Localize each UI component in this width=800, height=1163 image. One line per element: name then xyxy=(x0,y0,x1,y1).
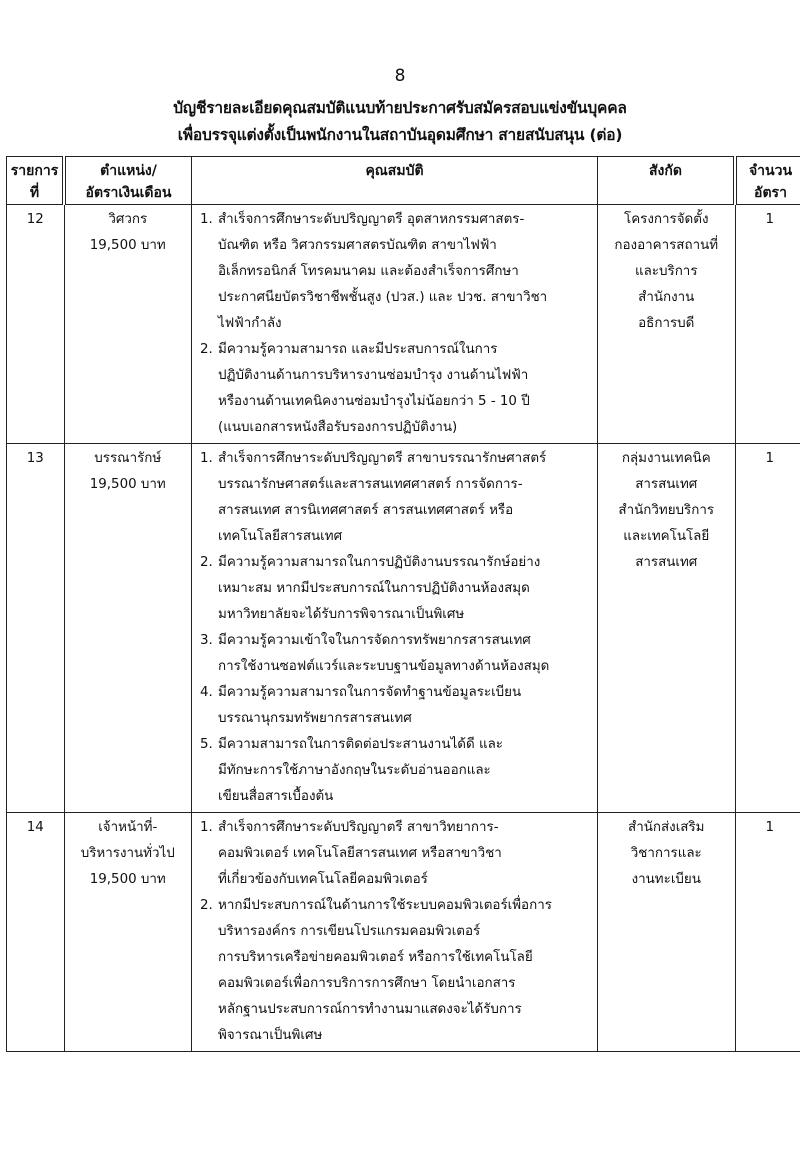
header-position-salary: ตำแหน่ง/ อัตราเงินเดือน xyxy=(64,157,192,205)
row-position-salary: เจ้าหน้าที่- บริหารงานทั่วไป 19,500 บาท xyxy=(64,813,192,1052)
qualification-number: 1. xyxy=(200,820,213,835)
qualification-text: สำเร็จการศึกษาระดับปริญญาตรี สาขาบรรณารักษศาสตร์ บรรณารักษศาสตร์และสารสนเทศศาสตร์ การจัดการ- สารสนเทศ สารนิเทศศาสตร์ สารสนเทศศาสตร์ หรือ เทคโนโลยีสารสนเทศ xyxy=(218,451,547,544)
qualification-text: มีความรู้ความสามารถ และมีประสบการณ์ในการ ปฏิบัติงานด้านการบริหารงานซ่อมบำรุง งานด้านไฟฟ้า หรืองานด้านเทคนิคงานซ่อมบำรุงไม่น้อยกว่า 5 - 10 ปี (แนบเอกสารหนังสือรับรองการปฏิบัติงาน) xyxy=(218,342,530,435)
qualification-item xyxy=(200,815,591,893)
row-item-no: 13 xyxy=(7,444,65,813)
row-count: 1 xyxy=(735,813,800,1052)
table-row xyxy=(7,444,800,813)
qualification-text: มีความรู้ความสามารถในการจัดทำฐานข้อมูลระเบียน บรรณานุกรมทรัพยากรสารสนเทศ xyxy=(218,685,522,726)
header-qualifications: คุณสมบัติ xyxy=(192,157,598,205)
qualification-text: หากมีประสบการณ์ในด้านการใช้ระบบคอมพิวเตอร์เพื่อการ บริหารองค์กร การเขียนโปรแกรมคอมพิวเตอร์ การบริหารเครือข่ายคอมพิวเตอร์ หรือการใช้เทคโนโลยี คอมพิวเตอร์เพื่อการบริการการศึกษา โดยนำเอกสาร หลักฐานประสบการณ์การทำงานมาแสดงจะได้รับการ พิจารณาเป็นพิเศษ xyxy=(218,898,552,1043)
qualification-item xyxy=(200,207,591,337)
qualification-number: 1. xyxy=(200,451,213,466)
row-count: 1 xyxy=(735,444,800,813)
row-affiliation: โครงการจัดตั้ง กองอาคารสถานที่ และบริการ สำนักงาน อธิการบดี xyxy=(598,205,736,444)
row-position-salary: บรรณารักษ์ 19,500 บาท xyxy=(64,444,192,813)
table-header-row xyxy=(7,157,800,205)
qualification-text: มีความรู้ความสามารถในการปฏิบัติงานบรรณารักษ์อย่าง เหมาะสม หากมีประสบการณ์ในการปฏิบัติงานห้องสมุด มหาวิทยาลัยจะได้รับการพิจารณาเป็นพิเศษ xyxy=(218,555,541,622)
qualification-item xyxy=(200,337,591,441)
row-item-no: 14 xyxy=(7,813,65,1052)
qualification-item xyxy=(200,550,591,628)
qualification-number: 2. xyxy=(200,555,213,570)
qualification-number: 1. xyxy=(200,212,213,227)
row-affiliation: สำนักส่งเสริม วิชาการและ งานทะเบียน xyxy=(598,813,736,1052)
row-qualifications xyxy=(192,813,598,1052)
row-item-no: 12 xyxy=(7,205,65,444)
qualification-text: มีความรู้ความเข้าใจในการจัดการทรัพยากรสารสนเทศ การใช้งานซอฟต์แวร์และระบบฐานข้อมูลทางด้านห้องสมุด xyxy=(218,633,550,674)
qualification-text: สำเร็จการศึกษาระดับปริญญาตรี สาขาวิทยาการ- คอมพิวเตอร์ เทคโนโลยีสารสนเทศ หรือสาขาวิชา ที่เกี่ยวข้องกับเทคโนโลยีคอมพิวเตอร์ xyxy=(218,820,502,887)
qualification-text: สำเร็จการศึกษาระดับปริญญาตรี อุตสาหกรรมศาสตร- บัณฑิต หรือ วิศวกรรมศาสตรบัณฑิต สาขาไฟฟ้า อิเล็กทรอนิกส์ โทรคมนาคม และต้องสำเร็จการศึกษา ประกาศนียบัตรวิชาชีพชั้นสูง (ปวส.) และ ปวช. สาขาวิชา ไฟฟ้ากำลัง xyxy=(218,212,548,331)
row-qualifications xyxy=(192,444,598,813)
table-row xyxy=(7,813,800,1052)
qualification-number: 2. xyxy=(200,898,213,913)
qualification-number: 2. xyxy=(200,342,213,357)
qualification-number: 4. xyxy=(200,685,213,700)
row-qualifications xyxy=(192,205,598,444)
qualification-item xyxy=(200,893,591,1049)
document-title-line-1: บัญชีรายละเอียดคุณสมบัติแนบท้ายประกาศรับสมัครสอบแข่งขันบุคคล xyxy=(173,99,627,117)
qualifications-table xyxy=(6,156,800,1052)
page-number: 8 xyxy=(394,66,406,86)
qualification-text: มีความสามารถในการติดต่อประสานงานได้ดี และ มีทักษะการใช้ภาษาอังกฤษในระดับอ่านออกและ เขียนสื่อสารเบื้องต้น xyxy=(218,737,503,804)
row-position-salary: วิศวกร 19,500 บาท xyxy=(64,205,192,444)
qualification-number: 3. xyxy=(200,633,213,648)
header-affiliation: สังกัด xyxy=(598,157,736,205)
qualification-item xyxy=(200,680,591,732)
qualification-item xyxy=(200,628,591,680)
table-row xyxy=(7,205,800,444)
qualification-number: 5. xyxy=(200,737,213,752)
header-item-no: รายการ ที่ xyxy=(7,157,65,205)
row-count: 1 xyxy=(735,205,800,444)
row-affiliation: กลุ่มงานเทคนิค สารสนเทศ สำนักวิทยบริการ และเทคโนโลยี สารสนเทศ xyxy=(598,444,736,813)
qualification-item xyxy=(200,732,591,810)
qualification-item xyxy=(200,446,591,550)
document-title-line-2: เพื่อบรรจุแต่งตั้งเป็นพนักงานในสถาบันอุดมศึกษา สายสนับสนุน (ต่อ) xyxy=(177,126,623,144)
header-count: จำนวน อัตรา xyxy=(735,157,800,205)
